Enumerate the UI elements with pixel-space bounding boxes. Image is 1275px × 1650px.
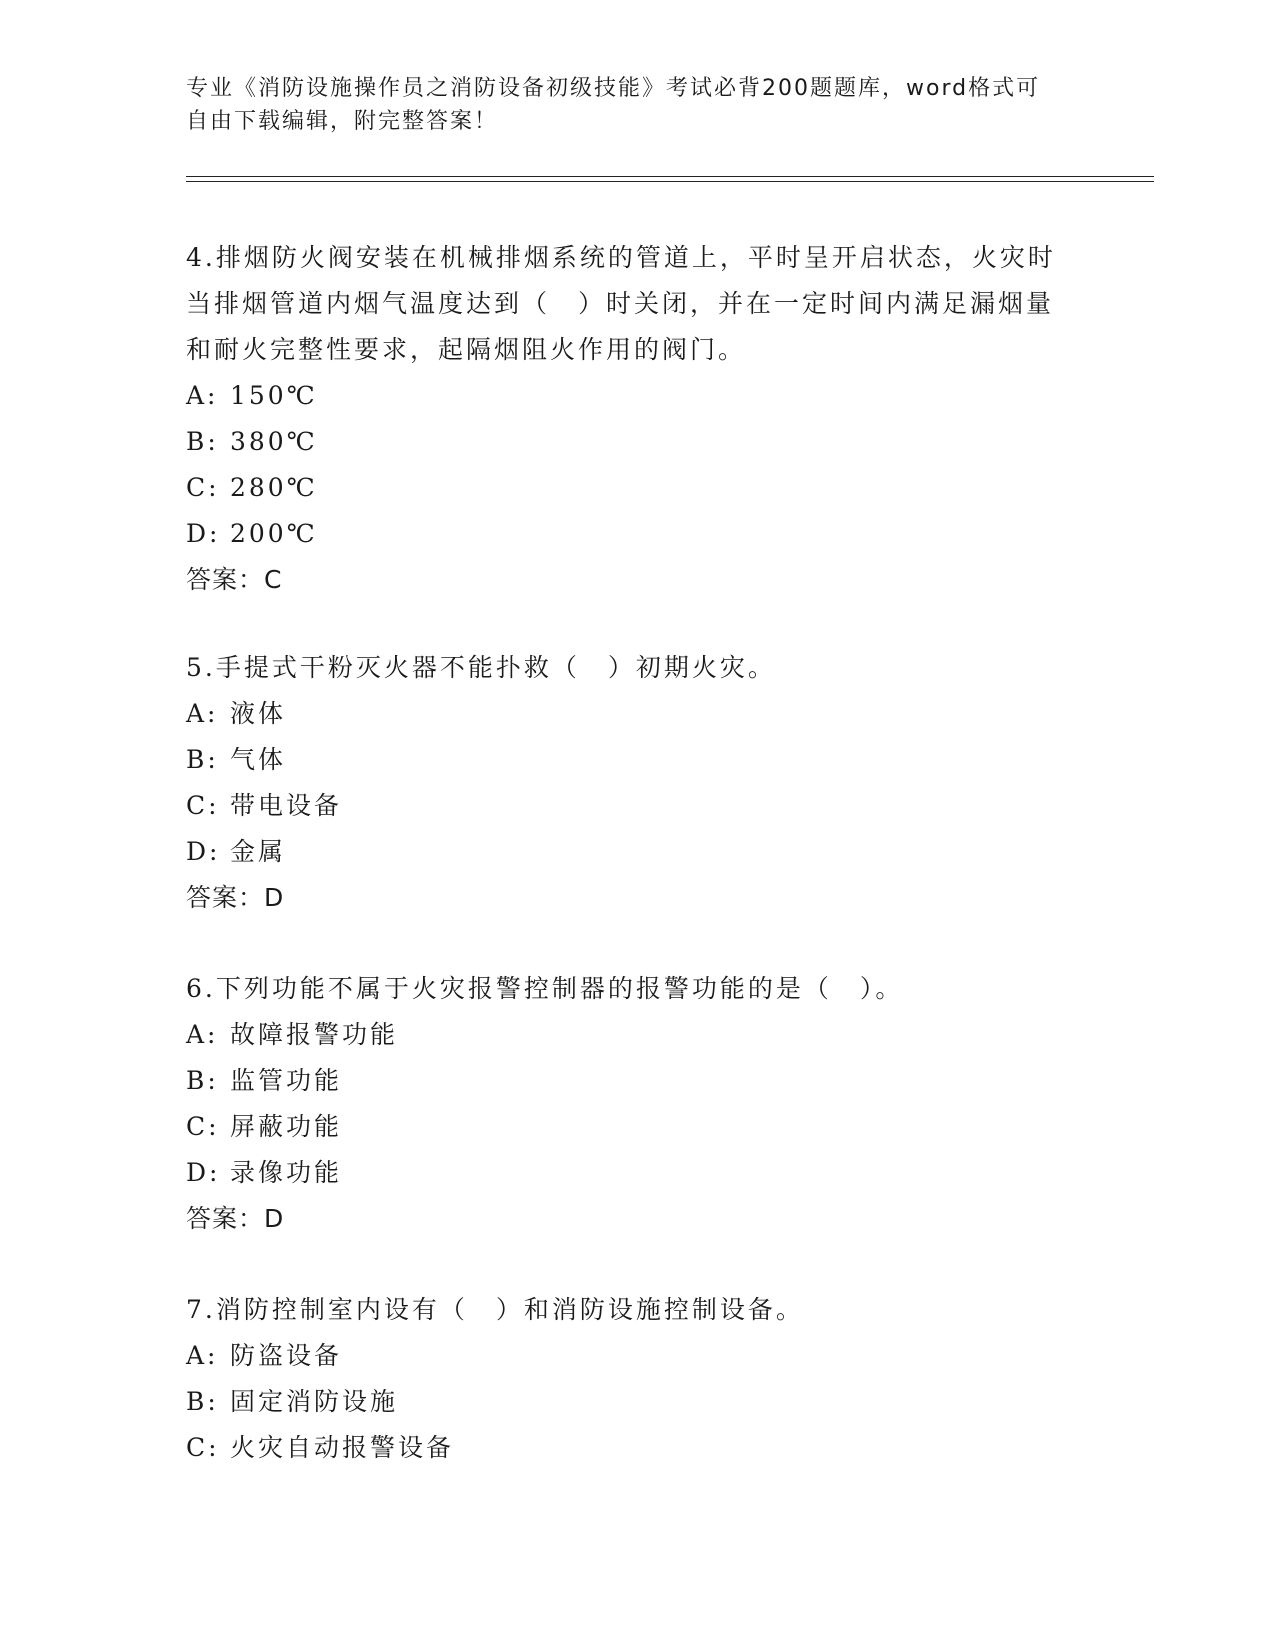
option-d: [186, 1150, 1066, 1196]
option-a: [186, 691, 1066, 737]
option-d: [186, 829, 1066, 875]
option-c: [186, 1104, 1066, 1150]
option-text: 200℃: [230, 519, 318, 548]
option-letter: C:: [186, 473, 220, 502]
question-stem: 4.排烟防火阀安装在机械排烟系统的管道上，平时呈开启状态，火灾时当排烟管道内烟气温度达到（ ）时关闭，并在一定时间内满足漏烟量和耐火完整性要求，起隔烟阻火作用的阀门。: [186, 243, 1056, 364]
answer-line: 答案：D: [186, 883, 285, 912]
option-b: [186, 419, 1066, 465]
option-c: [186, 783, 1066, 829]
question-stem: 7.消防控制室内设有（ ）和消防设施控制设备。: [186, 1295, 804, 1324]
answer-line: 答案：C: [186, 565, 283, 594]
question-stem: 6.下列功能不属于火灾报警控制器的报警功能的是（ ）。: [186, 974, 904, 1003]
option-text: 金属: [230, 837, 287, 866]
option-letter: B:: [186, 1387, 219, 1416]
option-b: [186, 1058, 1066, 1104]
option-letter: C:: [186, 1112, 220, 1141]
option-letter: C:: [186, 791, 220, 820]
header-line-1: 专业《消防设施操作员之消防设备初级技能》考试必背200题题库，word格式可: [186, 76, 1041, 101]
question-5: [186, 645, 1066, 921]
document-header: [186, 72, 1066, 138]
option-text: 固定消防设施: [230, 1387, 399, 1416]
option-text: 液体: [230, 699, 287, 728]
option-letter: D:: [186, 837, 221, 866]
header-divider-bottom: [186, 181, 1154, 182]
option-text: 火灾自动报警设备: [230, 1433, 455, 1462]
option-text: 屏蔽功能: [230, 1112, 343, 1141]
option-letter: B:: [186, 745, 219, 774]
option-a: [186, 1012, 1066, 1058]
question-6: [186, 966, 1066, 1242]
header-divider-top: [186, 176, 1154, 177]
answer-line: 答案：D: [186, 1204, 285, 1233]
option-b: [186, 1379, 1066, 1425]
option-letter: A:: [186, 699, 219, 728]
question-7: [186, 1287, 1066, 1471]
option-text: 防盗设备: [230, 1341, 343, 1370]
option-text: 带电设备: [230, 791, 343, 820]
option-text: 录像功能: [230, 1158, 343, 1187]
option-letter: A:: [186, 1341, 219, 1370]
option-letter: C:: [186, 1433, 220, 1462]
option-text: 380℃: [230, 427, 318, 456]
option-text: 故障报警功能: [230, 1020, 399, 1049]
option-c: [186, 1425, 1066, 1471]
question-stem: 5.手提式干粉灭火器不能扑救（ ）初期火灾。: [186, 653, 776, 682]
option-letter: B:: [186, 1066, 219, 1095]
option-a: [186, 373, 1066, 419]
question-4: [186, 235, 1066, 603]
option-a: [186, 1333, 1066, 1379]
option-letter: D:: [186, 1158, 221, 1187]
option-text: 280℃: [230, 473, 318, 502]
option-text: 监管功能: [230, 1066, 343, 1095]
option-letter: A:: [186, 1020, 219, 1049]
option-letter: A:: [186, 381, 219, 410]
option-letter: D:: [186, 519, 221, 548]
option-text: 气体: [230, 745, 287, 774]
option-c: [186, 465, 1066, 511]
option-letter: B:: [186, 427, 219, 456]
option-b: [186, 737, 1066, 783]
option-text: 150℃: [230, 381, 318, 410]
header-line-2: 自由下载编辑，附完整答案！: [186, 109, 499, 134]
option-d: [186, 511, 1066, 557]
